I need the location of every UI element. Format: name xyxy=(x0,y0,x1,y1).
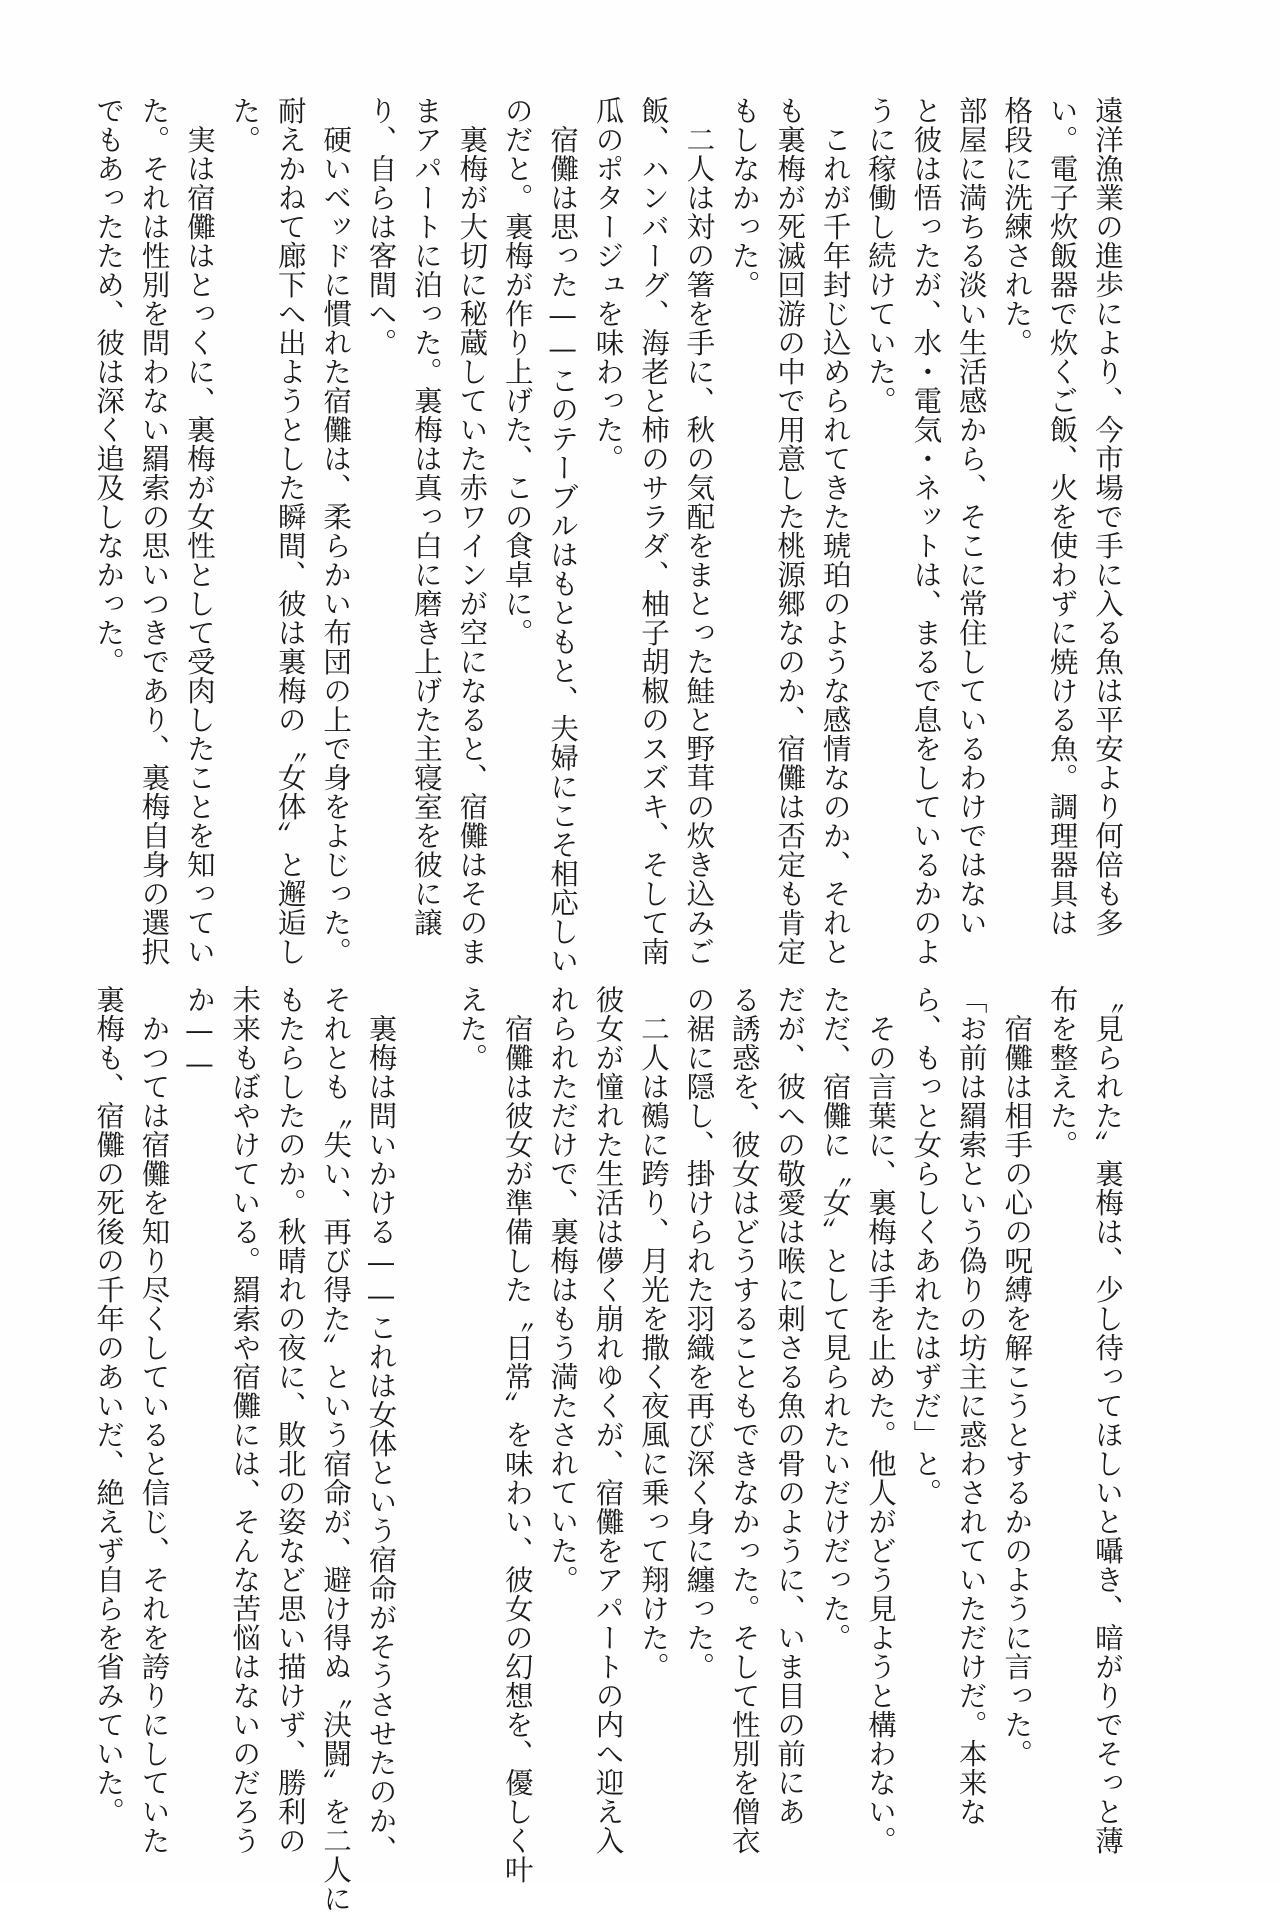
top-text-block xyxy=(30,96,1130,975)
bottom-text-column: もたらしたのか。秋晴れの夜に、敗北の姿など思い描けず、勝利の xyxy=(273,985,307,1855)
top-text-column: うに稼働し続けていた。 xyxy=(863,96,897,415)
bottom-text-column: の裾に隠し、掛けられた羽織を再び深く身に纏った。 xyxy=(682,985,716,1681)
bottom-text-column: ら、もっと女らしくあれたはずだ」と。 xyxy=(909,985,943,1507)
top-text-column: 耐えかねて廊下へ出ようとした瞬間、彼は裏梅の〝女体〟と邂逅し xyxy=(273,96,307,966)
top-text-column: 宿儺は思った——このテーブルはもともと、夫婦にこそ相応しい xyxy=(546,96,580,975)
bottom-text-column: れられただけで、裏梅はもう満たされていた。 xyxy=(546,985,580,1594)
bottom-text-column: 裏梅も、宿儺の死後の千年のあいだ、絶えず自らを省みていた。 xyxy=(92,985,126,1826)
top-text-column: もしなかった。 xyxy=(727,96,761,299)
bottom-text-column: 宿儺は相手の心の呪縛を解こうとするかのように言った。 xyxy=(1000,985,1034,1768)
top-text-column: 裏梅が大切に秘蔵していた赤ワインが空になると、宿儺はそのま xyxy=(455,96,489,966)
top-text-column: のだと。裏梅が作り上げた、この食卓に。 xyxy=(500,96,534,647)
bottom-text-column: えた。 xyxy=(455,985,489,1072)
top-text-column: り、自らは客間へ。 xyxy=(364,96,398,357)
top-text-column: 瓜のポタージュを味わった。 xyxy=(591,96,625,473)
bottom-text-column: その言葉に、裏梅は手を止めた。他人がどう見ようと構わない。 xyxy=(863,985,897,1855)
top-text-column: 部屋に満ちる淡い生活感から、そこに常住しているわけではない xyxy=(954,96,988,937)
top-text-column: 硬いベッドに慣れた宿儺は、柔らかい布団の上で身をよじった。 xyxy=(319,96,353,966)
top-text-column: も裏梅が死滅回游の中で用意した桃源郷なのか、宿儺は否定も肯定 xyxy=(773,96,807,966)
bottom-text-column: ただ、宿儺に〝女〟として見られたいだけだった。 xyxy=(818,985,852,1652)
top-text-column: 遠洋漁業の進歩により、今市場で手に入る魚は平安より何倍も多 xyxy=(1091,96,1124,937)
bottom-text-column: 宿儺は彼女が準備した〝日常〟を味わい、彼女の幻想を、優しく叶 xyxy=(500,985,534,1884)
bottom-text-column: 「お前は羂索という偽りの坊主に惑わされていただけだ。本来な xyxy=(954,985,988,1826)
bottom-text-column: る誘惑を、彼女はどうすることもできなかった。そして性別を僧衣 xyxy=(727,985,761,1855)
top-text-column: 二人は対の箸を手に、秋の気配をまとった鮭と野茸の炊き込みご xyxy=(682,96,716,966)
bottom-text-block xyxy=(30,985,1130,1913)
bottom-text-column: それとも〝失い、再び得た〟という宿命が、避け得ぬ〝決闘〟を二人に xyxy=(319,985,353,1913)
bottom-text-column: 〝見られた〟裏梅は、少し待ってほしいと囁き、暗がりでそっと薄 xyxy=(1091,985,1124,1855)
top-text-column: 飯、ハンバーグ、海老と柿のサラダ、柚子胡椒のスズキ、そして南 xyxy=(636,96,670,966)
top-text-column: い。電子炊飯器で炊くご飯、火を使わずに焼ける魚。調理器具は xyxy=(1045,96,1079,937)
top-text-column: た。それは性別を問わない羂索の思いつきであり、裏梅自身の選択 xyxy=(137,96,171,966)
bottom-text-column: 布を整えた。 xyxy=(1045,985,1079,1159)
bottom-text-column: 未来もぼやけている。羂索や宿儺には、そんな苦悩はないのだろう xyxy=(228,985,262,1855)
top-text-column: た。 xyxy=(228,96,262,154)
bottom-text-column: 彼女が憧れた生活は儚く崩れゆくが、宿儺をアパートの内へ迎え入 xyxy=(591,985,625,1855)
top-text-column: と彼は悟ったが、水・電気・ネットは、まるで息をしているかのよ xyxy=(909,96,943,966)
bottom-text-column: か—— xyxy=(182,985,216,1081)
top-text-column: 実は宿儺はとっくに、裏梅が女性として受肉したことを知ってい xyxy=(182,96,216,966)
bottom-text-column: 二人は鵺に跨り、月光を撒く夜風に乗って翔けた。 xyxy=(636,985,670,1681)
bottom-text-column xyxy=(404,985,449,1775)
top-text-column: まアパートに泊った。裏梅は真っ白に磨き上げた主寝室を彼に譲 xyxy=(409,96,443,937)
bottom-text-column: だが、彼への敬愛は喉に刺さる魚の骨のように、いま目の前にあ xyxy=(773,985,807,1826)
bottom-text-column: かつては宿儺を知り尽くしていると信じ、それを誇りにしていた xyxy=(137,985,171,1855)
top-text-column: 格段に洗練された。 xyxy=(1000,96,1034,357)
bottom-text-column: 裏梅は問いかける——これは女体という宿命がそうさせたのか、 xyxy=(364,985,398,1864)
top-text-column: でもあったため、彼は深く追及しなかった。 xyxy=(92,96,126,676)
top-text-column: これが千年封じ込められてきた琥珀のような感情なのか、それと xyxy=(818,96,852,966)
